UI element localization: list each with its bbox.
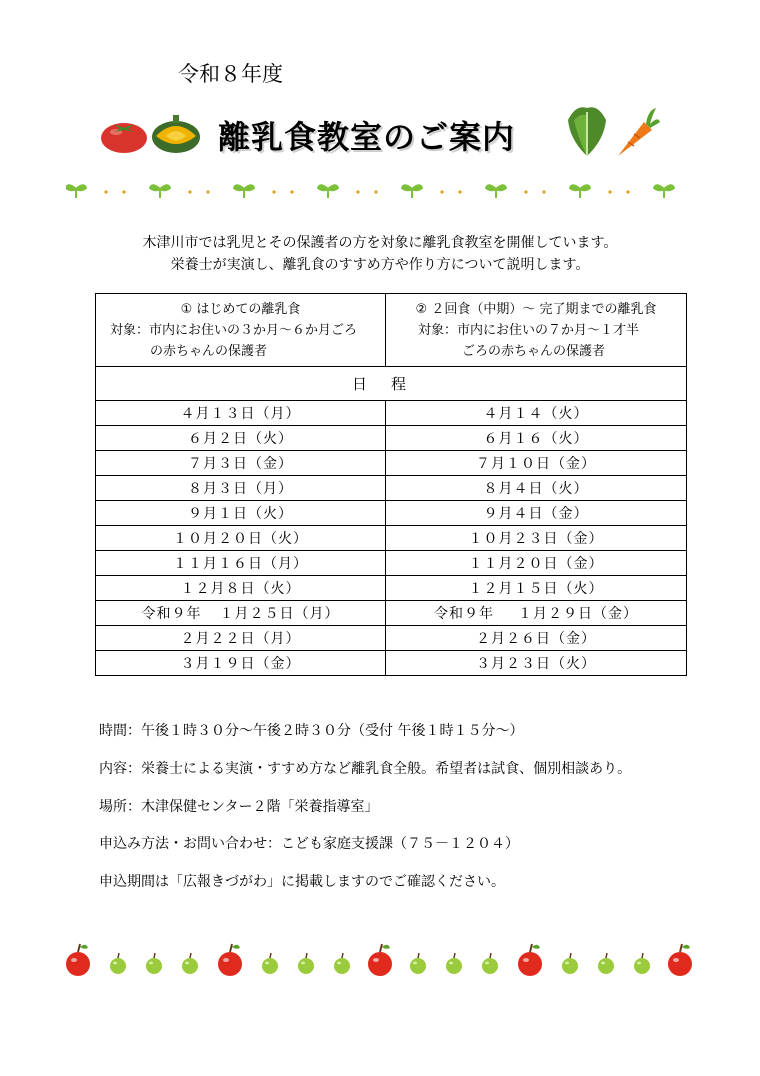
course-1-target-cont: の赤ちゃんの保護者 bbox=[150, 343, 268, 359]
date-value: １月２５日（月） bbox=[219, 606, 340, 622]
date-cell: ６月２日（火） bbox=[96, 426, 386, 451]
sprout-divider bbox=[66, 180, 696, 200]
apple-border-decoration bbox=[62, 938, 702, 982]
course-1-title: ① はじめての離乳食 bbox=[180, 301, 301, 317]
intro-line-2: 栄養士が実演し、離乳食のすすめ方や作り方について説明します。 bbox=[170, 257, 590, 273]
date-cell: １２月１５日（火） bbox=[386, 576, 687, 601]
date-cell bbox=[386, 601, 687, 626]
era-label: 令和９年 bbox=[434, 606, 494, 622]
date-cell: ２月２２日（月） bbox=[96, 626, 386, 651]
table-row bbox=[96, 401, 687, 426]
date-cell: ３月２３日（火） bbox=[386, 651, 687, 676]
date-cell: ９月４日（金） bbox=[386, 501, 687, 526]
apply-info: 申込み方法・お問い合わせ：こども家庭支援課（７５－１２０４） bbox=[99, 836, 519, 852]
place-info: 場所：木津保健センター２階「栄養指導室」 bbox=[99, 799, 379, 815]
year-label: 令和８年度 bbox=[178, 62, 283, 86]
course-1-target: 対象：市内にお住いの３か月～６か月ごろ bbox=[110, 322, 358, 338]
table-row bbox=[96, 651, 687, 676]
table-row bbox=[96, 426, 687, 451]
course-2-title: ② ２回食（中期）～ 完了期までの離乳食 bbox=[415, 301, 657, 317]
content-info: 内容：栄養士による実演・すすめ方など離乳食全般。希望者は試食、個別相談あり。 bbox=[99, 761, 632, 777]
date-cell: ６月１６（火） bbox=[386, 426, 687, 451]
course-2-header bbox=[386, 294, 687, 367]
course-2-target: 対象：市内にお住いの７か月～１才半 bbox=[418, 322, 640, 338]
pumpkin-icon bbox=[150, 112, 202, 154]
date-cell: ７月１０日（金） bbox=[386, 451, 687, 476]
date-cell bbox=[96, 601, 386, 626]
page-title: 離乳食教室のご案内 bbox=[218, 118, 516, 156]
date-cell: ８月４日（火） bbox=[386, 476, 687, 501]
date-cell: １０月２０日（火） bbox=[96, 526, 386, 551]
table-row bbox=[96, 601, 687, 626]
intro-text bbox=[0, 232, 760, 276]
date-cell: ８月３日（月） bbox=[96, 476, 386, 501]
date-cell: ４月１３日（月） bbox=[96, 401, 386, 426]
date-cell: ７月３日（金） bbox=[96, 451, 386, 476]
date-value: １月２９日（金） bbox=[518, 606, 638, 622]
table-row bbox=[96, 576, 687, 601]
date-cell: １２月８日（火） bbox=[96, 576, 386, 601]
tomato-icon bbox=[100, 116, 148, 154]
table-row bbox=[96, 476, 687, 501]
schedule-heading: 日程 bbox=[96, 367, 687, 401]
date-cell: １１月２０日（金） bbox=[386, 551, 687, 576]
date-cell: １０月２３日（金） bbox=[386, 526, 687, 551]
table-row bbox=[96, 501, 687, 526]
spinach-icon bbox=[562, 100, 612, 158]
time-info: 時間：午後１時３０分～午後２時３０分（受付 午後１時１５分～） bbox=[99, 723, 524, 739]
table-row bbox=[96, 626, 687, 651]
date-cell: ３月１９日（金） bbox=[96, 651, 386, 676]
intro-line-1: 木津川市では乳児とその保護者の方を対象に離乳食教室を開催しています。 bbox=[142, 235, 618, 251]
schedule-table bbox=[95, 293, 687, 676]
date-cell: １１月１６日（月） bbox=[96, 551, 386, 576]
table-row bbox=[96, 551, 687, 576]
era-label: 令和９年 bbox=[141, 606, 202, 622]
course-1-header bbox=[96, 294, 386, 367]
date-cell: ２月２６日（金） bbox=[386, 626, 687, 651]
table-row bbox=[96, 526, 687, 551]
period-info: 申込期間は「広報きづがわ」に掲載しますのでご確認ください。 bbox=[99, 874, 505, 890]
date-cell: ９月１日（火） bbox=[96, 501, 386, 526]
table-row bbox=[96, 451, 687, 476]
course-2-target-cont: ごろの赤ちゃんの保護者 bbox=[462, 343, 606, 359]
carrot-icon bbox=[614, 104, 662, 160]
date-cell: ４月１４（火） bbox=[386, 401, 687, 426]
